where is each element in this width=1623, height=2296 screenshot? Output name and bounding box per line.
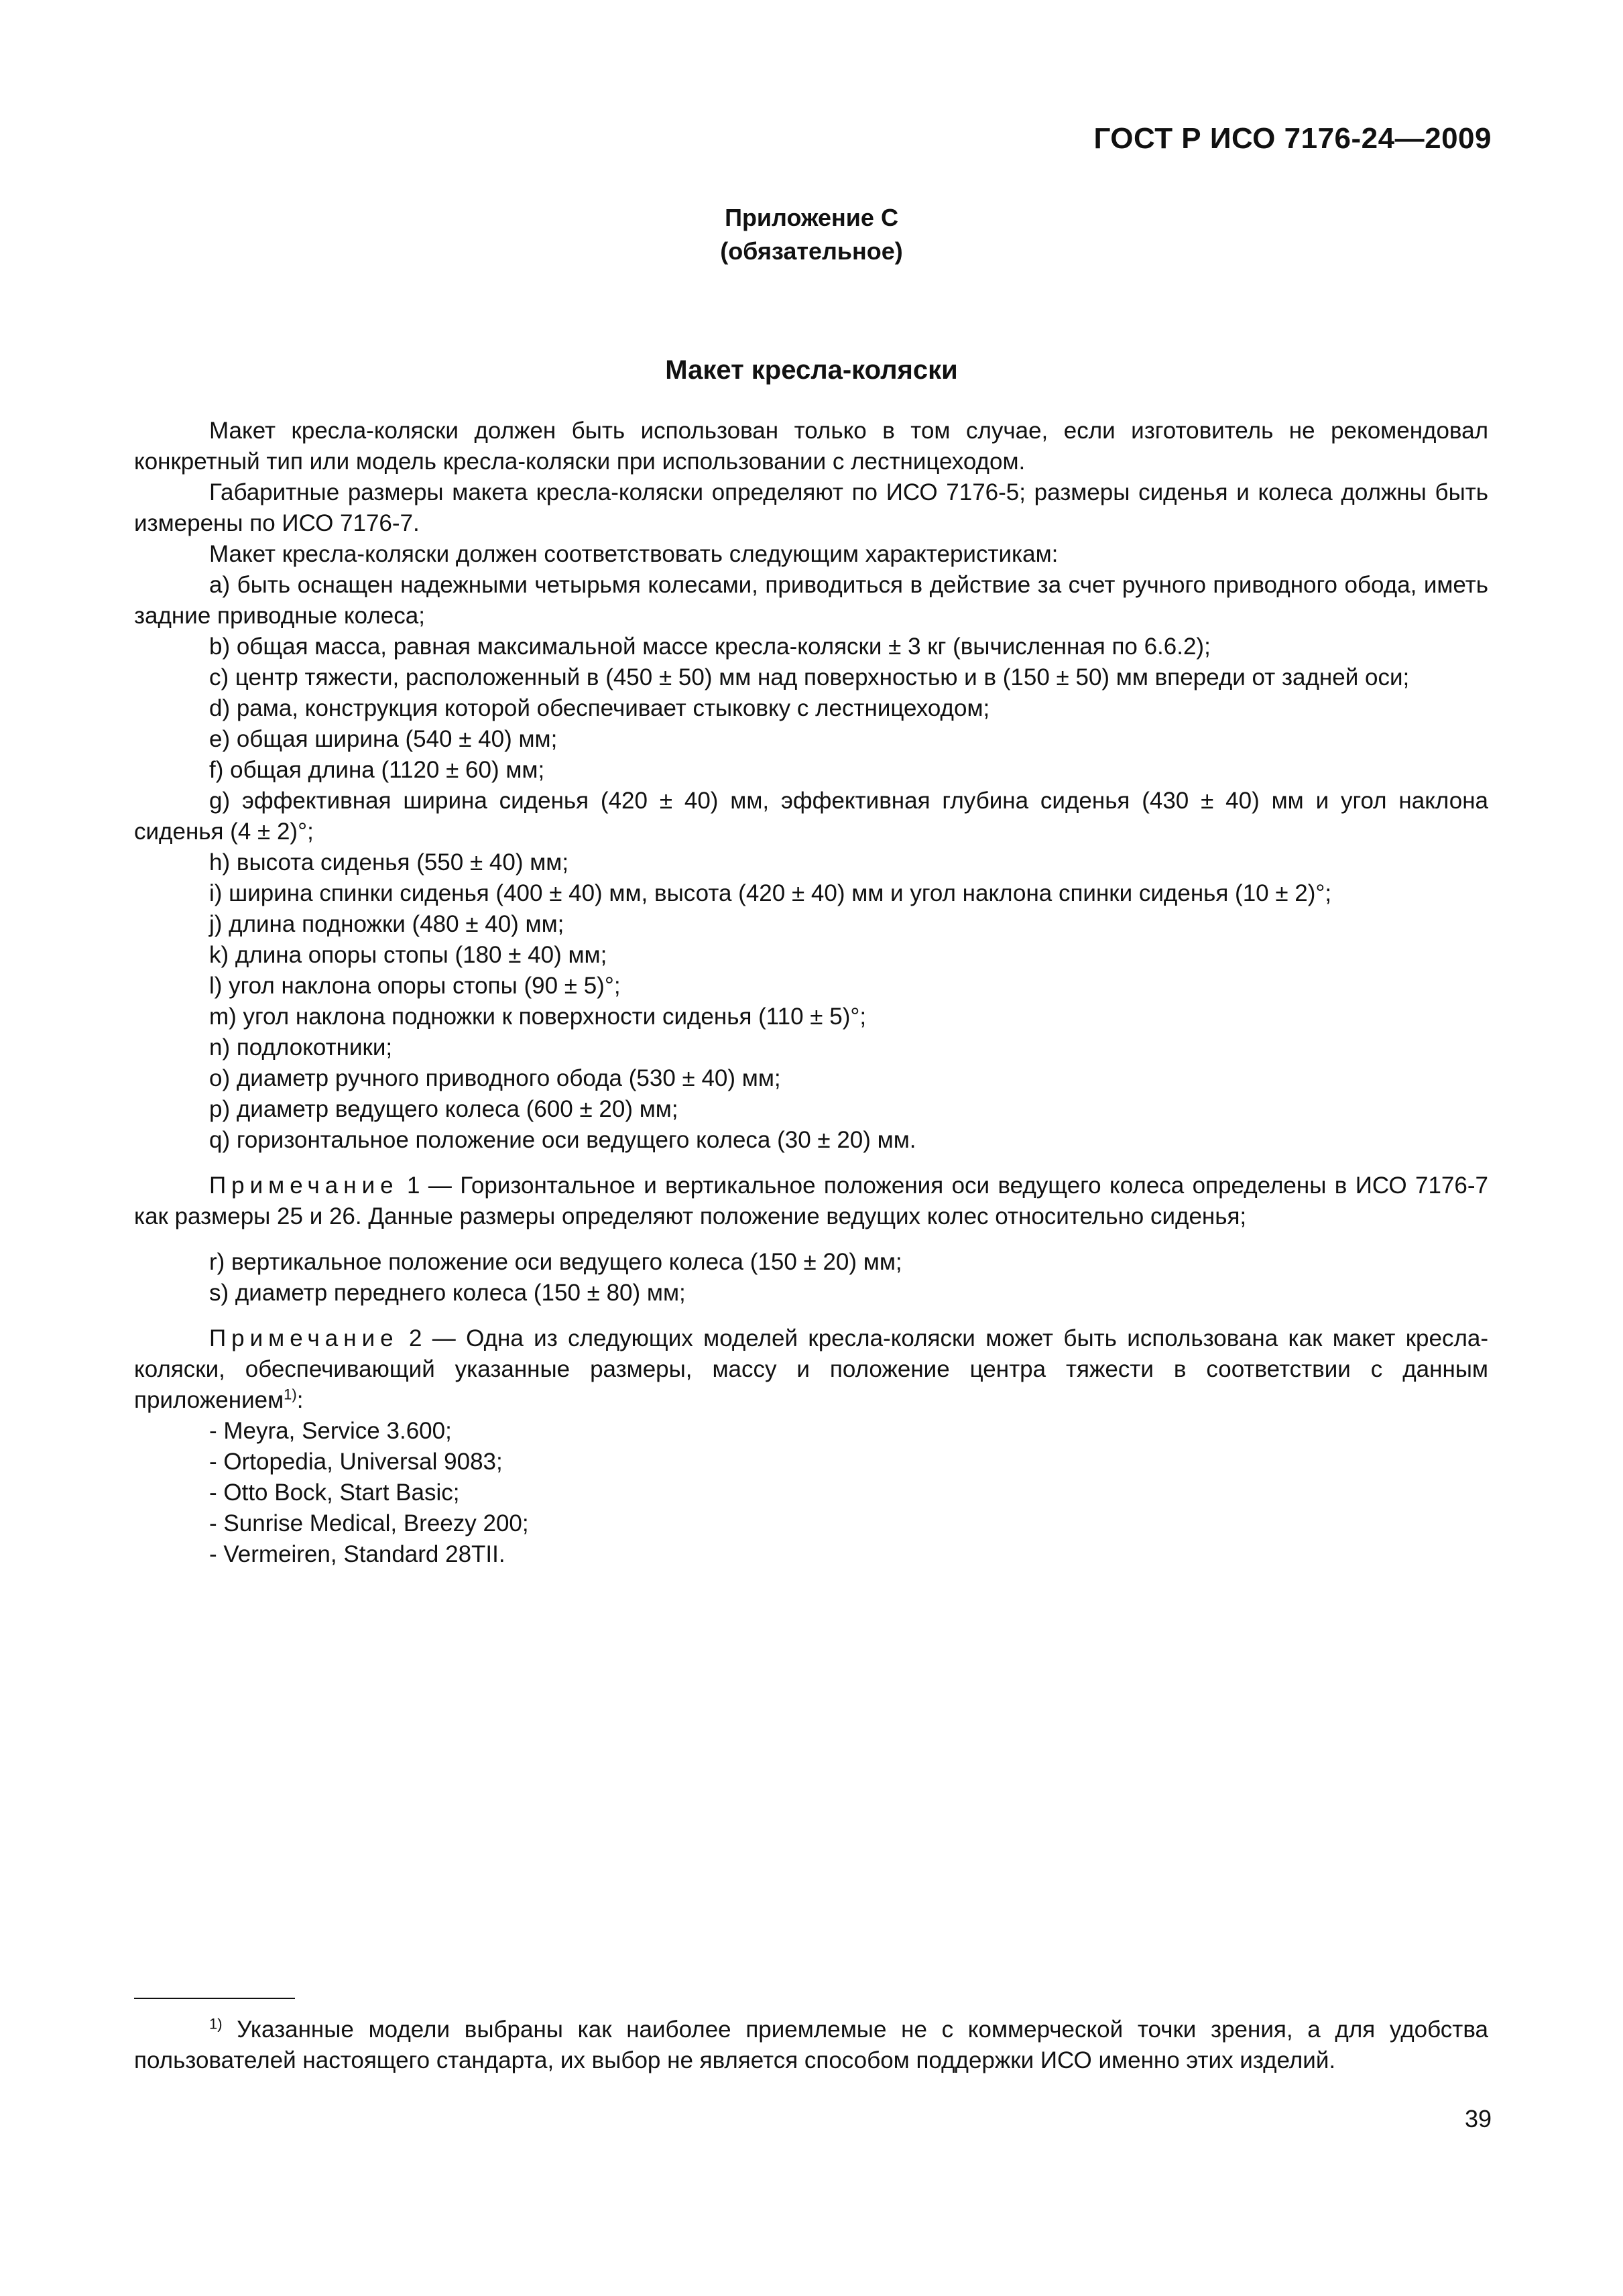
annex-label: Приложение С [725, 204, 898, 231]
footnote-text: Указанные модели выбраны как наиболее приемлемые не с коммерческой точки зрения, а для удобства пользователей настоящего стандарта, их выбор не является способом поддержки ИСО именно этих изделий. [134, 2016, 1488, 2073]
footnote [134, 2014, 1488, 2076]
note-1 [134, 1170, 1488, 1232]
list-item: r) вертикальное положение оси ведущего колеса (150 ± 20) мм; [209, 1249, 902, 1275]
paragraph: Макет кресла-коляски должен быть использован только в том случае, если изготовитель не рекомендовал конкретный тип или модель кресла-коляски при использовании с лестницеходом. [134, 418, 1488, 475]
paragraph: Макет кресла-коляски должен соответствовать следующим характеристикам: [209, 541, 1059, 567]
list-item: d) рама, конструкция которой обеспечивает стыковку с лестницеходом; [209, 695, 990, 721]
list-item: a) быть оснащен надежными четырьмя колесами, приводиться в действие за счет ручного приводного обода, иметь задние приводные колеса; [134, 572, 1488, 629]
list-item: l) угол наклона опоры стопы (90 ± 5)°; [209, 973, 621, 999]
note-label: Примечание [209, 1325, 399, 1351]
footnote-divider [134, 1998, 295, 1999]
list-item: g) эффективная ширина сиденья (420 ± 40) мм, эффективная глубина сиденья (430 ± 40) мм и угол наклона сиденья (4 ± 2)°; [134, 788, 1488, 845]
list-item: c) центр тяжести, расположенный в (450 ± 50) мм над поверхностью и в (150 ± 50) мм впереди от задней оси; [209, 664, 1410, 690]
list-item: f) общая длина (1120 ± 60) мм; [209, 757, 545, 783]
document-body [134, 416, 1488, 1570]
page-number: 39 [1464, 2105, 1492, 2132]
list-item: b) общая масса, равная максимальной массе кресла-коляски ± 3 кг (вычисленная по 6.6.2); [209, 633, 1211, 660]
note-text-end: : [296, 1387, 304, 1413]
model-item: - Vermeiren, Standard 28TII. [209, 1541, 505, 1567]
list-item: h) высота сиденья (550 ± 40) мм; [209, 849, 569, 875]
footnote-text-block [134, 2014, 1488, 2076]
paragraph: Габаритные размеры макета кресла-коляски определяют по ИСО 7176-5; размеры сиденья и колеса должны быть измерены по ИСО 7176-7. [134, 479, 1488, 536]
document-code: ГОСТ Р ИСО 7176-24—2009 [1093, 122, 1492, 155]
list-item: k) длина опоры стопы (180 ± 40) мм; [209, 942, 607, 968]
section-title: Макет кресла-коляски [665, 355, 958, 385]
model-item: - Meyra, Service 3.600; [209, 1418, 452, 1444]
note-text: 2 — Одна из следующих моделей кресла-коляски может быть использована как макет кресла-коляски, обеспечивающий указанные размеры, массу и положение центра тяжести в соответствии с данным приложением [134, 1325, 1488, 1413]
note-text: 1 — Горизонтальное и вертикальное положения оси ведущего колеса определены в ИСО 7176-7 как размеры 25 и 26. Данные размеры определяют положение ведущих колес относительно сиденья; [134, 1172, 1488, 1229]
list-item: s) диаметр переднего колеса (150 ± 80) мм; [209, 1280, 686, 1306]
list-item: i) ширина спинки сиденья (400 ± 40) мм, высота (420 ± 40) мм и угол наклона спинки сиденья (10 ± 2)°; [209, 880, 1332, 906]
annex-heading [0, 201, 1623, 268]
note-label: Примечание [209, 1172, 399, 1199]
model-item: - Otto Bock, Start Basic; [209, 1479, 460, 1506]
footnote-reference[interactable]: 1) [284, 1386, 297, 1403]
model-item: - Sunrise Medical, Breezy 200; [209, 1510, 529, 1536]
annex-status: (обязательное) [720, 237, 903, 265]
list-item: e) общая ширина (540 ± 40) мм; [209, 726, 558, 752]
list-item: n) подлокотники; [209, 1034, 393, 1061]
list-item: q) горизонтальное положение оси ведущего колеса (30 ± 20) мм. [209, 1127, 916, 1153]
list-item: o) диаметр ручного приводного обода (530 ± 40) мм; [209, 1065, 781, 1091]
list-item: m) угол наклона подножки к поверхности сиденья (110 ± 5)°; [209, 1004, 867, 1030]
note-2 [134, 1323, 1488, 1416]
footnote-marker: 1) [209, 2015, 223, 2033]
list-item: p) диаметр ведущего колеса (600 ± 20) мм; [209, 1096, 678, 1122]
list-item: j) длина подножки (480 ± 40) мм; [209, 911, 564, 937]
model-item: - Ortopedia, Universal 9083; [209, 1449, 503, 1475]
